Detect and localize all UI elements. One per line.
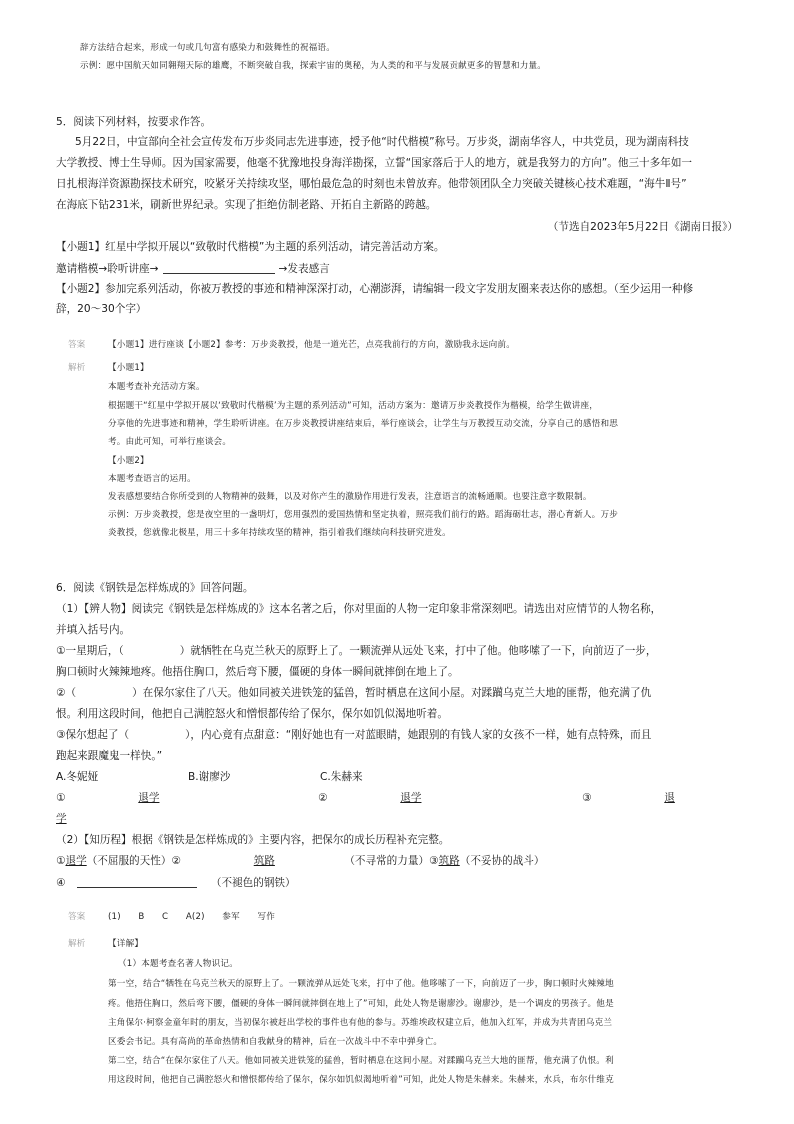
q5-analysis-line-10: 炎教授，您就像北极星，用三十多年持续攻坚的精神，指引着我们继续向科技研究进发。 bbox=[108, 528, 451, 538]
q5-flow bbox=[56, 263, 330, 275]
blank-2-fill[interactable]: 退学 bbox=[400, 792, 422, 804]
q5-source: （节选自2023年5月22日《湖南日报》） bbox=[547, 221, 738, 233]
intro-line-1: 辞方法结合起来，形成一句或几句富有感染力和鼓舞性的祝福语。 bbox=[80, 43, 336, 53]
row1-hint-2: （不寻常的力量）③ bbox=[344, 855, 439, 867]
q6-item-3-line-1 bbox=[56, 730, 651, 741]
q5-analysis-line-6: 【小题2】 bbox=[108, 456, 149, 466]
q6-analysis-line-3: 第一空，结合“牺牲在乌克兰秋天的原野上了。一颗流弹从远处飞来，打中了他。他哆嗦了一下，向前迈了一步，胸口顿时火辣辣地 bbox=[108, 979, 614, 989]
q5-analysis-line-3: 根据题干“红星中学拟开展以‘致敬时代楷模’为主题的系列活动”可知，活动方案为：邀请万步炎教授作为楷模，给学生做讲座， bbox=[108, 401, 599, 411]
row2-mark: ④ bbox=[56, 877, 66, 889]
item-1-start: ①一星期后，（ bbox=[56, 645, 124, 657]
q5-subquestion-1: 【小题1】红星中学拟开展以“致敬时代楷模”为主题的系列活动，请完善活动方案。 bbox=[56, 241, 445, 253]
flow-answer-blank[interactable] bbox=[163, 263, 275, 274]
item-1-rest: ）就牺牲在乌克兰秋天的原野上了。一颗流弹从远处飞来，打中了他。他哆嗦了一下，向前迈了一步， bbox=[179, 645, 657, 657]
row1-hint-1: （不屈服的天性）② bbox=[86, 855, 181, 867]
item-2-start: ②（ bbox=[56, 687, 77, 699]
q6-analysis-line-7: 第二空，结合“在保尔家住了八天。他如同被关进铁笼的猛兽，暂时栖息在这间小屋。对蹂躏乌克兰大地的匪帮，他充满了仇恨。利 bbox=[108, 1056, 614, 1066]
q6-part2-row-2 bbox=[56, 877, 296, 889]
q6-option-c: C.朱赫来 bbox=[320, 771, 363, 783]
blank-3-fill[interactable]: 退 bbox=[664, 792, 675, 804]
q6-option-a: A.冬妮娅 bbox=[56, 771, 99, 783]
q6-title: 6．阅读《钢铁是怎样炼成的》回答问题。 bbox=[56, 582, 254, 594]
q6-item-1-line-2: 胸口顿时火辣辣地疼。他捂住胸口，然后弯下腰，僵硬的身体一瞬间就摔倒在地上了。 bbox=[56, 666, 459, 678]
q6-analysis-line-8: 用这段时间，他把自己满腔怒火和憎恨都传给了保尔，保尔如饥似渴地听着”可知，此处人物是朱赫来。朱赫来，水兵，布尔什维克 bbox=[108, 1075, 614, 1085]
q5-title: 5．阅读下列材料，按要求作答。 bbox=[56, 116, 212, 128]
q5-subquestion-2-line-2: 辞，20～30个字） bbox=[56, 303, 147, 315]
item-3-start: ③保尔想起了（ bbox=[56, 729, 130, 741]
q6-blank-3-continued bbox=[56, 814, 120, 825]
q6-analysis-line-4: 疼。他捂住胸口，然后弯下腰，僵硬的身体一瞬间就摔倒在地上了”可知，此处人物是谢廖沙。谢廖沙，是一个调皮的男孩子。他是 bbox=[108, 999, 614, 1009]
q6-blank-1 bbox=[56, 793, 221, 804]
intro-line-2: 示例：愿中国航天如同翱翔天际的雄鹰，不断突破自我，探索宇宙的奥秘，为人类的和平与发展贡献更多的智慧和力量。 bbox=[80, 61, 547, 71]
row1-fill-1[interactable]: 退学 bbox=[65, 855, 87, 867]
q6-part2-prompt: （2）【知历程】根据《钢铁是怎样炼成的》主要内容，把保尔的成长历程补充完整。 bbox=[56, 834, 450, 846]
q6-part2-row-1 bbox=[56, 856, 545, 867]
q6-analysis-label: 解析 bbox=[68, 939, 86, 949]
q6-answer-label: 答案 bbox=[68, 912, 86, 922]
q6-analysis-line-1: 【详解】 bbox=[108, 939, 144, 949]
q6-analysis-line-2: （1）本题考查名著人物识记。 bbox=[118, 959, 238, 969]
q6-part1-line-1: （1）【辨人物】阅读完《钢铁是怎样炼成的》这本名著之后，你对里面的人物一定印象非常深刻吧。请选出对应情节的人物名称， bbox=[56, 603, 662, 615]
q6-part1-line-2: 并填入括号内。 bbox=[56, 624, 131, 636]
q6-blank-3 bbox=[582, 793, 675, 804]
item-3-rest: ），内心竟有点甜意：“刚好她也有一对蓝眼睛，她跟别的有钱人家的女孩不一样，她有点特殊，而且 bbox=[185, 729, 652, 741]
q5-passage-line-4: 在海底下钻231米，刷新世界纪录。实现了拒绝仿制老路、开拓自主新路的跨越。 bbox=[56, 199, 437, 211]
q5-analysis-line-1: 【小题1】 bbox=[108, 363, 149, 373]
q5-passage-line-1: 5月22日，中宣部向全社会宣传发布万步炎同志先进事迹，授予他“时代楷模”称号。万步炎，湖南华容人，中共党员，现为湖南科技 bbox=[75, 136, 689, 148]
q6-item-1-line-1 bbox=[56, 646, 656, 657]
q5-analysis-label: 解析 bbox=[68, 363, 86, 373]
q6-analysis-line-6: 区委会书记。具有高尚的革命热情和自我献身的精神，后在一次战斗中不幸中弹身亡。 bbox=[108, 1037, 443, 1047]
q5-passage-line-3: 日扎根海洋资源勘探技术研究，咬紧牙关持续攻坚，哪怕最危急的时刻也未曾放弃。他带领团队全力突破关键核心技术难题，“海牛Ⅱ号” bbox=[56, 178, 687, 190]
q5-analysis-line-9: 示例：万步炎教授，您是夜空里的一盏明灯，您用强烈的爱国热情和坚定执着，照亮我们前行的路。蹈海砺壮志，潜心育新人。万步 bbox=[108, 510, 619, 520]
q5-answer-label: 答案 bbox=[68, 340, 86, 350]
q5-answer-text: 【小题1】进行座谈【小题2】参考：万步炎教授，他是一道光芒，点亮我前行的方向，激励我永远向前。 bbox=[108, 340, 516, 350]
q5-subquestion-2-line-1: 【小题2】参加完系列活动，你被万教授的事迹和精神深深打动，心潮澎湃，请编辑一段文字发朋友圈来表达你的感想。（至少运用一种修 bbox=[56, 283, 694, 295]
q5-analysis-line-8: 发表感想要结合你所受到的人物精神的鼓舞，以及对你产生的激励作用进行发表，注意语言的流畅通顺。也要注意字数限制。 bbox=[108, 492, 592, 502]
item-2-rest: ）在保尔家住了八天。他如同被关进铁笼的猛兽，暂时栖息在这间小屋。对蹂躏乌克兰大地的匪帮，他充满了仇 bbox=[132, 687, 652, 699]
row1-fill-2[interactable]: 筑路 bbox=[253, 855, 275, 867]
flow-end: →发表感言 bbox=[278, 263, 330, 275]
q5-analysis-line-7: 本题考查语言的运用。 bbox=[108, 474, 196, 484]
q6-analysis-line-5: 主角保尔·柯察金童年时的朋友，当初保尔被赶出学校的事件也有他的参与。苏维埃政权建立后，他加入红军，并成为共青团乌克兰 bbox=[108, 1018, 613, 1028]
row2-fill-blank[interactable] bbox=[77, 877, 197, 888]
row1-hint-3: （不妥协的战斗） bbox=[459, 855, 545, 867]
blank-1-fill[interactable]: 退学 bbox=[138, 792, 160, 804]
row1-mark-1: ① bbox=[56, 855, 66, 867]
row2-hint: （不褪色的钢铁） bbox=[210, 877, 296, 889]
q6-option-b: B.谢廖沙 bbox=[188, 771, 231, 783]
blank-2-mark: ② bbox=[318, 792, 328, 804]
q6-item-3-line-2: 跑起来跟魔鬼一样快。” bbox=[56, 750, 163, 762]
q5-analysis-line-4: 分享他的先进事迹和精神，学生聆听讲座。在万步炎教授讲座结束后，举行座谈会，让学生与万教授互动交流，分享自己的感悟和思 bbox=[108, 419, 619, 429]
q6-answer-text: (1) B C A(2) 参军 写作 bbox=[108, 912, 276, 922]
blank-3-mark: ③ bbox=[582, 792, 592, 804]
q6-item-2-line-2: 恨。利用这段时间，他把自己满腔怒火和憎恨都传给了保尔，保尔如饥似渴地听着。 bbox=[56, 708, 448, 720]
flow-start: 邀请楷模→聆听讲座→ bbox=[56, 263, 159, 275]
blank-3-fill-cont[interactable]: 学 bbox=[56, 813, 67, 825]
q5-passage-line-2: 大学教授、博士生导师。因为国家需要，他毫不犹豫地投身海洋勘探，立誓“国家落后于人的地方，就是我努力的方向”。他三十多年如一 bbox=[56, 157, 693, 169]
q5-analysis-line-2: 本题考查补充活动方案。 bbox=[108, 382, 205, 392]
blank-1-mark: ① bbox=[56, 792, 66, 804]
q6-item-2-line-1 bbox=[56, 688, 651, 699]
q5-analysis-line-5: 考。由此可知，可举行座谈会。 bbox=[108, 437, 232, 447]
q6-blank-2 bbox=[318, 793, 483, 804]
row1-fill-3[interactable]: 筑路 bbox=[438, 855, 460, 867]
